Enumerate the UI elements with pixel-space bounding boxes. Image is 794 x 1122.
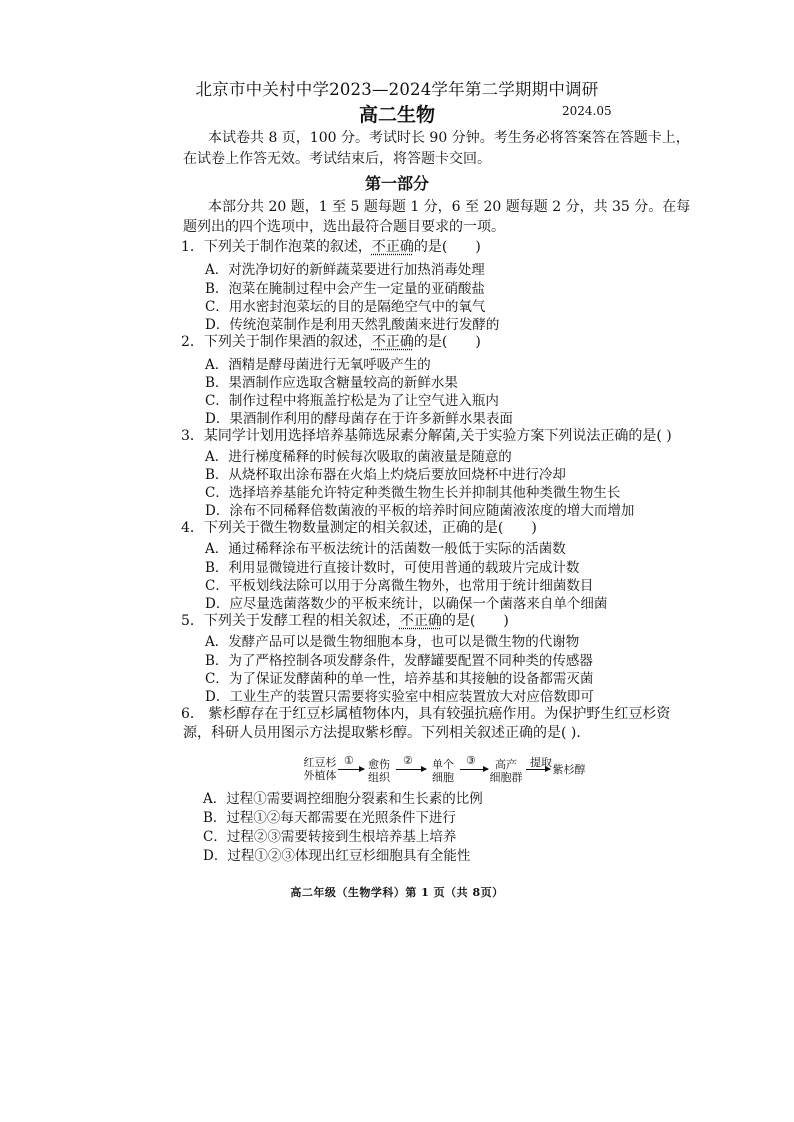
diagram-node-callus: 愈伤 组织 — [368, 758, 390, 784]
question-2-option-d: D．果酒制作利用的酵母菌存在于许多新鲜水果表面 — [205, 411, 513, 427]
question-3-option-a: A．进行梯度稀释的时候每次吸取的菌液量是随意的 — [205, 449, 512, 465]
question-6-option-c: C．过程②③需要转接到生根培养基上培养 — [203, 829, 457, 845]
question-3-option-d: D．涂布不同稀释倍数菌液的平板的培养时间应随菌液浓度的增大而增加 — [205, 503, 635, 519]
diagram-arrow-4 — [526, 769, 550, 770]
diagram-arrow-1 — [338, 769, 364, 770]
diagram-arrow-3 — [460, 769, 488, 770]
question-2-option-a: A．酒精是酵母菌进行无氧呼吸产生的 — [205, 357, 431, 373]
question-4-option-c: C．平板划线法除可以用于分离微生物外，也常用于统计细菌数目 — [205, 578, 594, 594]
intro-line-2: 在试卷上作答无效。考试结束后，将答题卡交回。 — [183, 151, 491, 167]
diagram-node-cell-group: 高产 细胞群 — [489, 758, 523, 784]
question-3-option-b: B．从烧杯取出涂布器在火焰上灼烧后要放回烧杯中进行冷却 — [205, 467, 566, 483]
section-desc-1: 本部分共 20 题，1 至 5 题每题 1 分，6 至 20 题每题 2 分，共 35 分。在每 — [208, 199, 691, 215]
diagram-step-1: ① — [344, 754, 354, 767]
page-footer: 高二年级（生物学科）第 1 页（共 8页） — [290, 886, 504, 899]
question-5-option-a: A．发酵产品可以是微生物细胞本身，也可以是微生物的代谢物 — [205, 634, 580, 650]
question-1-option-b: B．泡菜在腌制过程中会产生一定量的亚硝酸盐 — [205, 281, 485, 297]
question-5-option-d: D．工业生产的装置只需要将实验室中相应装置放大对应倍数即可 — [205, 689, 594, 705]
question-6-option-b: B．过程①②每天都需要在光照条件下进行 — [203, 810, 456, 826]
section-title: 第一部分 — [364, 174, 429, 193]
question-5-stem: 5．下列关于发酵工程的相关叙述，不正确的是( ) — [181, 613, 509, 629]
question-1-stem: 1．下列关于制作泡菜的叙述，不正确的是( ) — [181, 239, 481, 255]
question-6-option-a: A．过程①需要调控细胞分裂素和生长素的比例 — [203, 791, 483, 807]
diagram-step-extract: 提取 — [530, 756, 552, 769]
question-6-stem-1: 6． 紫杉醇存在于红豆杉属植物体内，具有较强抗癌作用。为保护野生红豆杉资 — [181, 706, 671, 722]
diagram-node-single-cell: 单个 细胞 — [432, 758, 454, 784]
question-4-stem: 4．下列关于微生物数量测定的相关叙述，正确的是( ) — [181, 520, 537, 536]
question-5-option-c: C．为了保证发酵菌种的单一性，培养基和其接触的设备都需灭菌 — [205, 671, 594, 687]
subject-title: 高二生物 — [358, 104, 435, 126]
diagram-step-2: ② — [403, 754, 413, 767]
exam-title: 北京市中关村中学2023—2024学年第二学期期中调研 — [195, 80, 599, 99]
question-2-option-c: C．制作过程中将瓶盖拧松是为了让空气进入瓶内 — [205, 393, 499, 409]
question-4-option-d: D．应尽量选菌落数少的平板来统计，以确保一个菌落来自单个细菌 — [205, 596, 608, 612]
question-4-option-b: B．利用显微镜进行直接计数时，可使用普通的载玻片完成计数 — [205, 560, 580, 576]
question-3-option-c: C．选择培养基能允许特定种类微生物生长并抑制其他种类微生物生长 — [205, 485, 621, 501]
question-2-option-b: B．果酒制作应选取含糖量较高的新鲜水果 — [205, 375, 458, 391]
diagram-arrow-2 — [396, 769, 426, 770]
question-5-option-b: B．为了严格控制各项发酵条件，发酵罐要配置不同种类的传感器 — [205, 653, 593, 669]
diagram-node-taxol: 紫杉醇 — [552, 763, 586, 776]
question-1-option-d: D．传统泡菜制作是利用天然乳酸菌来进行发酵的 — [205, 317, 500, 333]
question-6-option-d: D．过程①②③体现出红豆杉细胞具有全能性 — [203, 848, 471, 864]
question-1-option-c: C．用水密封泡菜坛的目的是隔绝空气中的氧气 — [205, 299, 486, 315]
section-desc-2: 题列出的四个选项中，选出最符合题目要求的一项。 — [183, 219, 505, 235]
question-4-option-a: A．通过稀释涂布平板法统计的活菌数一般低于实际的活菌数 — [205, 541, 566, 557]
question-1-option-a: A．对洗净切好的新鲜蔬菜要进行加热消毒处理 — [205, 262, 485, 278]
diagram-step-3: ③ — [466, 754, 476, 767]
question-2-stem: 2．下列关于制作果酒的叙述，不正确的是( ) — [181, 334, 481, 350]
process-diagram — [290, 754, 590, 790]
diagram-node-explant: 红豆杉 外植体 — [303, 756, 337, 782]
intro-line-1: 本试卷共 8 页，100 分。考试时长 90 分钟。考生务必将答案答在答题卡上， — [208, 130, 690, 146]
question-3-stem: 3．某同学计划用选择培养基筛选尿素分解菌,关于实验方案下列说法正确的是( ) — [181, 428, 672, 444]
question-6-stem-2: 源，科研人员用图示方法提取紫杉醇。下列相关叙述正确的是( )． — [183, 725, 591, 741]
exam-date: 2024.05 — [562, 104, 612, 118]
